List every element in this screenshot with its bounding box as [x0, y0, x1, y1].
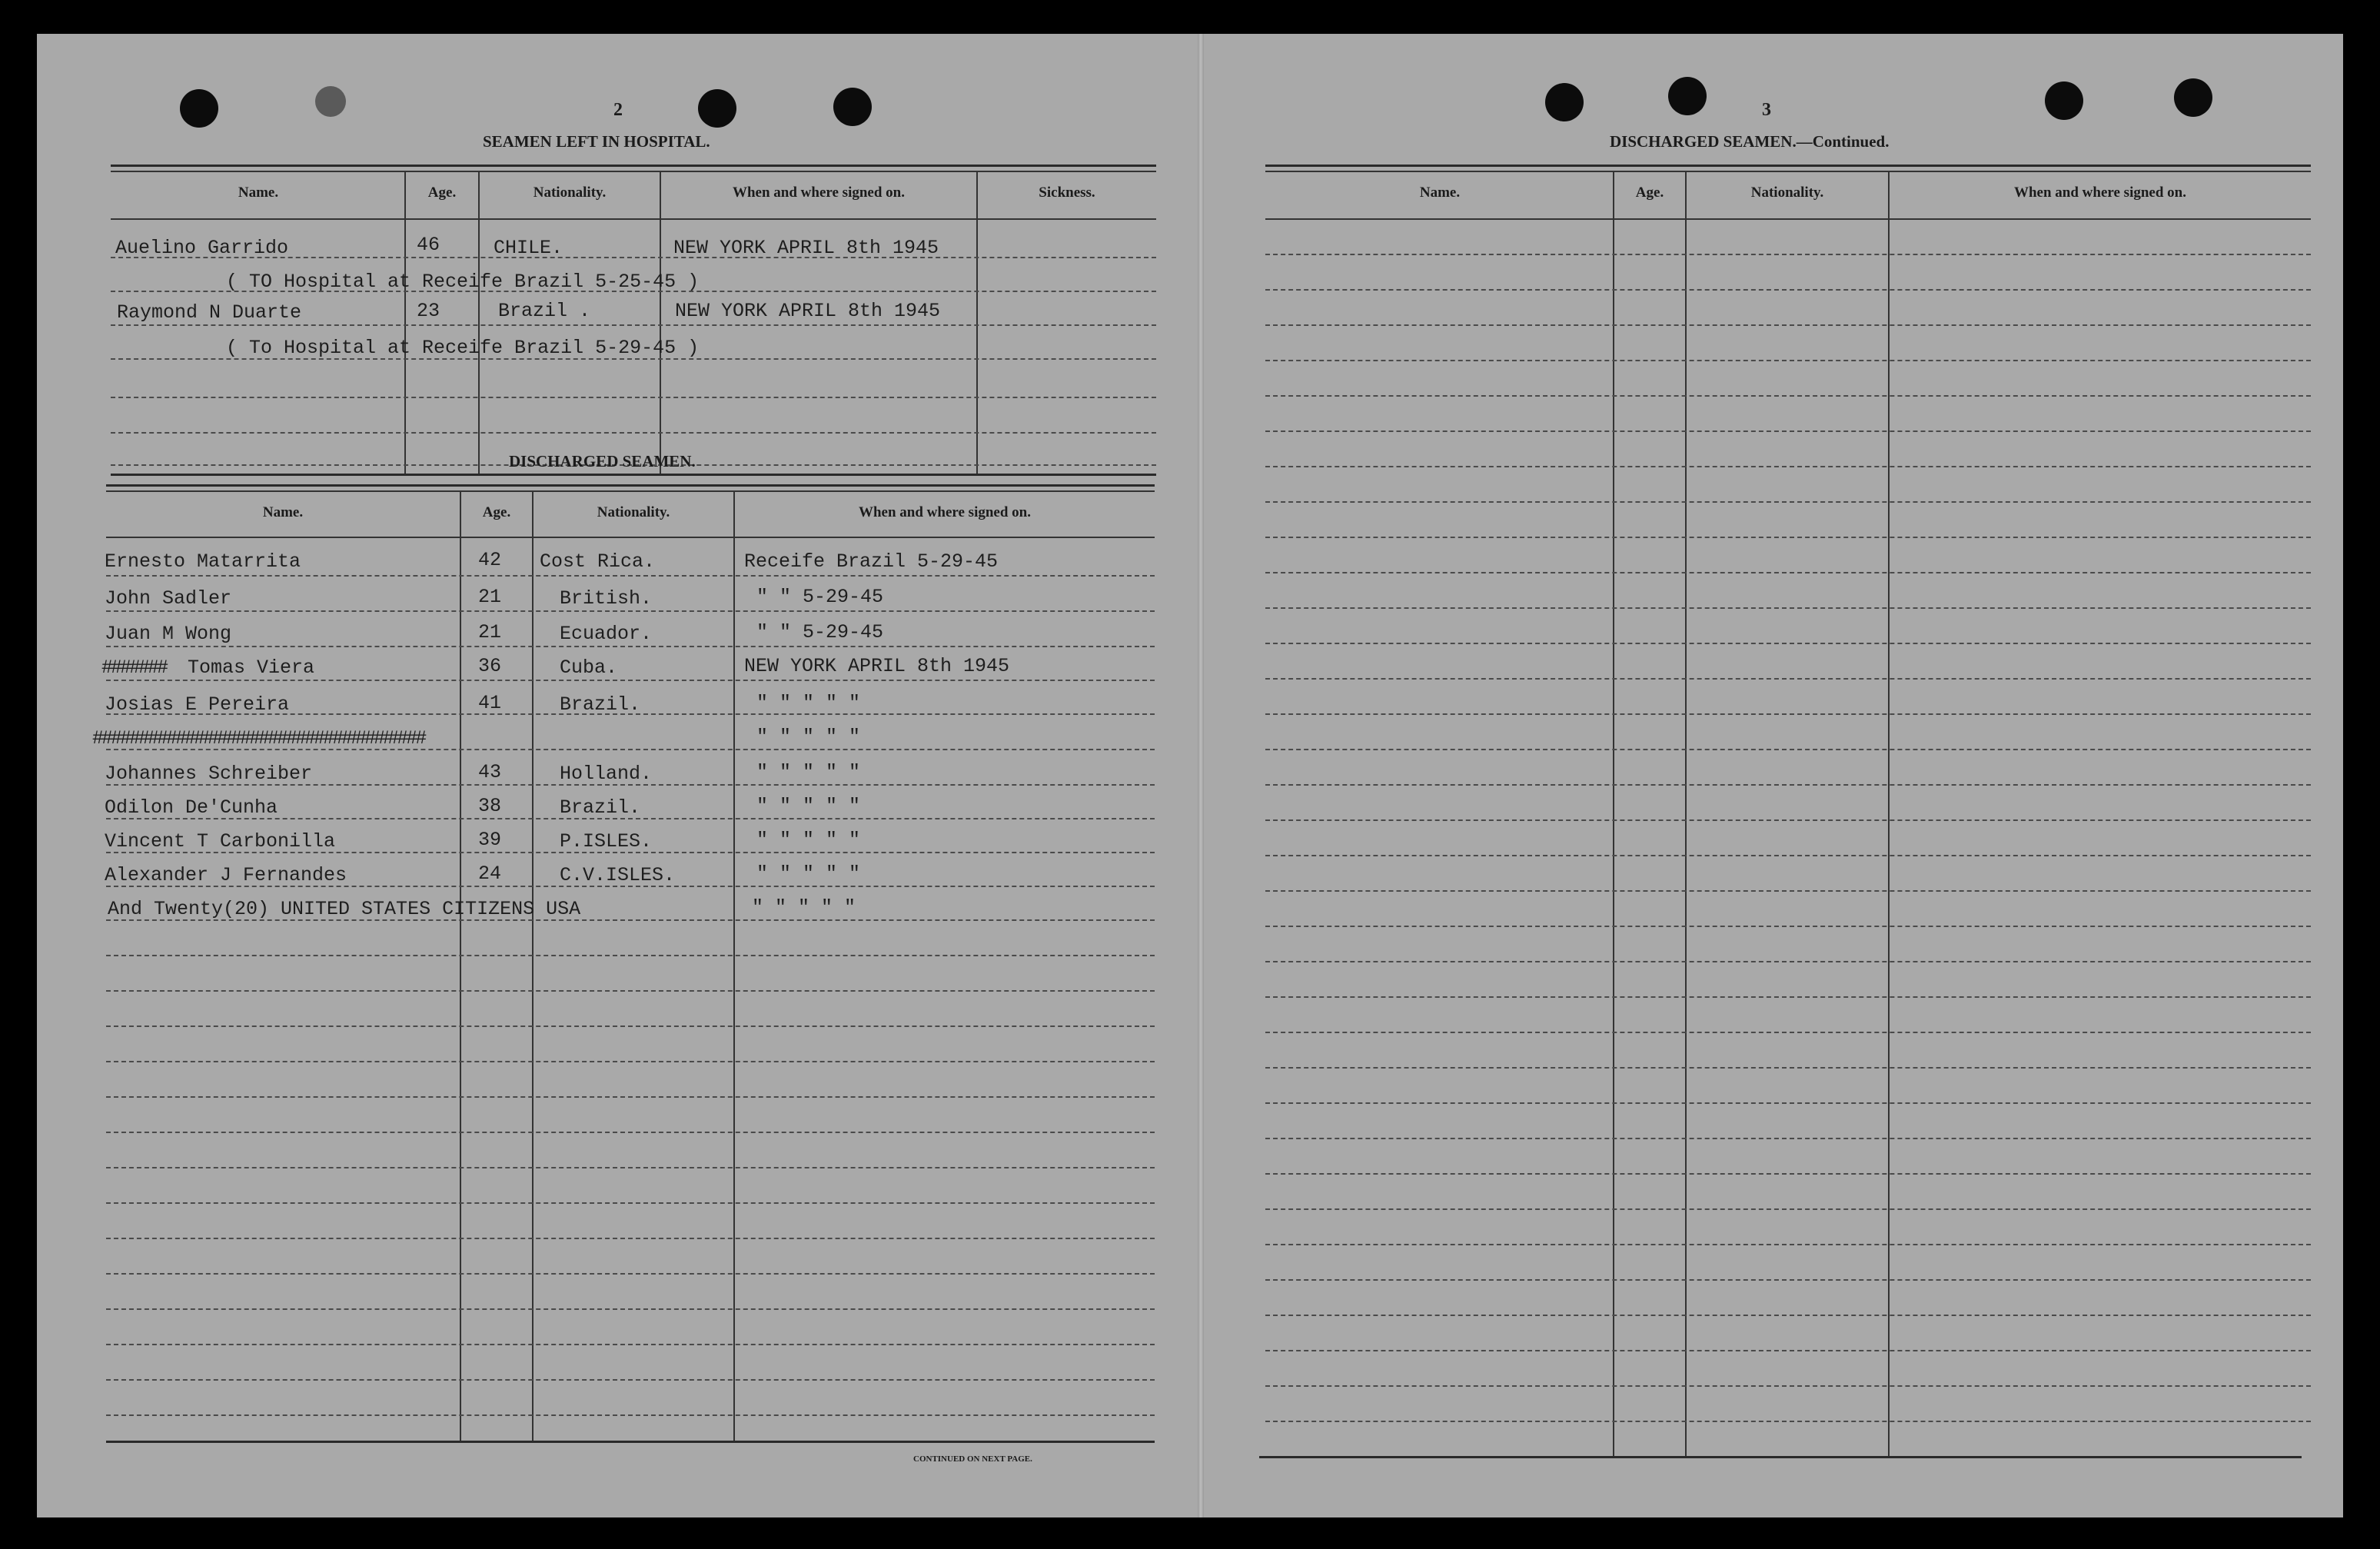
- table-row-note: ( To Hospital at Receife Brazil 5-29-45 ): [226, 337, 700, 359]
- table-row-age: 38: [478, 795, 502, 817]
- hospital-header-signed: When and where signed on.: [732, 184, 905, 201]
- punch-hole: [2045, 81, 2083, 120]
- table-row-age: 21: [478, 621, 502, 643]
- hospital-header-nationality: Nationality.: [533, 184, 607, 201]
- table-row-signed: NEW YORK APRIL 8th 1945: [673, 237, 939, 259]
- table-row-signed: " " " " ": [756, 726, 861, 748]
- table-row-signed: " " 5-29-45: [756, 586, 884, 608]
- table-row-age: 24: [478, 863, 502, 885]
- struck-out-text: #######: [101, 656, 167, 679]
- table-row-nationality: P.ISLES.: [560, 830, 653, 853]
- table-row-name: Ernesto Matarrita: [105, 550, 301, 573]
- table-row-name: Josias E Pereira: [105, 693, 290, 716]
- table-row-name: Juan M Wong: [105, 623, 232, 645]
- table-row-signed: " " " " ": [752, 896, 856, 919]
- discharged-header-signed: When and where signed on.: [858, 504, 1031, 520]
- table-row-signed: " " " " ": [756, 761, 861, 783]
- discharged-header-nationality: Nationality.: [597, 504, 670, 520]
- table-row-signed: " " " " ": [756, 863, 861, 885]
- table-row-signed: " " " " ": [756, 829, 861, 851]
- table-row-name: Vincent T Carbonilla: [105, 830, 336, 853]
- page-fold: [1198, 34, 1204, 1517]
- discharged-header-name: Name.: [262, 504, 304, 520]
- right-section-title: DISCHARGED SEAMEN.—Continued.: [1610, 132, 1890, 151]
- table-row-age: 36: [478, 655, 502, 677]
- page-number: 2: [613, 100, 623, 120]
- table-row-age: 41: [478, 692, 502, 714]
- table-row-name: John Sadler: [105, 587, 232, 610]
- table-row-name: Odilon De'Cunha: [105, 796, 278, 819]
- table-row-signed: Receife Brazil 5-29-45: [744, 550, 999, 573]
- hospital-section-title: SEAMEN LEFT IN HOSPITAL.: [483, 132, 710, 151]
- discharged-header-age: Age.: [482, 504, 511, 520]
- right-header-name: Name.: [1419, 184, 1461, 201]
- right-header-age: Age.: [1635, 184, 1664, 201]
- table-row-nationality: C.V.ISLES.: [560, 864, 676, 886]
- hospital-header-age: Age.: [427, 184, 457, 201]
- table-row-nationality: Cost Rica.: [540, 550, 656, 573]
- table-row-name: Raymond N Duarte: [117, 301, 302, 324]
- discharged-section-title: DISCHARGED SEAMEN.: [509, 452, 696, 470]
- continued-footer: CONTINUED ON NEXT PAGE.: [913, 1454, 1032, 1464]
- punch-hole: [2174, 78, 2212, 117]
- table-row-signed: " " " " ": [756, 692, 861, 714]
- table-row-nationality: British.: [560, 587, 653, 610]
- table-row-age: 42: [478, 549, 502, 571]
- punch-hole: [1668, 77, 1707, 115]
- table-row-age: 23: [417, 300, 440, 322]
- scanned-document: [37, 34, 2343, 1517]
- right-header-signed: When and where signed on.: [2013, 184, 2186, 201]
- punch-hole: [833, 88, 872, 126]
- table-row-signed: NEW YORK APRIL 8th 1945: [744, 655, 1010, 677]
- table-row-name: And Twenty(20) UNITED STATES CITIZENS USA: [108, 898, 581, 920]
- table-row-signed: " " 5-29-45: [756, 621, 884, 643]
- table-row-nationality: Brazil.: [560, 796, 641, 819]
- punch-hole: [698, 89, 736, 128]
- table-row-note: ( TO Hospital at Receife Brazil 5-25-45 ): [226, 271, 700, 293]
- struck-out-row: ####################################: [92, 727, 425, 750]
- table-row-nationality: Brazil.: [560, 693, 641, 716]
- table-row-age: 46: [417, 234, 440, 256]
- table-row-name: Tomas Viera: [188, 656, 315, 679]
- table-row-nationality: CHILE.: [494, 237, 563, 259]
- table-row-name: Alexander J Fernandes: [105, 864, 347, 886]
- table-row-signed: " " " " ": [756, 795, 861, 817]
- page-number: 3: [1762, 100, 1771, 120]
- table-row-name: Johannes Schreiber: [105, 763, 313, 785]
- hospital-header-sickness: Sickness.: [1039, 184, 1095, 201]
- table-row-nationality: Ecuador.: [560, 623, 653, 645]
- table-row-nationality: Cuba.: [560, 656, 618, 679]
- table-row-nationality: Holland.: [560, 763, 653, 785]
- table-row-age: 39: [478, 829, 502, 851]
- punch-hole: [315, 86, 346, 117]
- punch-hole: [180, 89, 218, 128]
- table-row-name: Auelino Garrido: [115, 237, 289, 259]
- table-row-age: 21: [478, 586, 502, 608]
- right-header-nationality: Nationality.: [1750, 184, 1824, 201]
- table-row-nationality: Brazil .: [498, 300, 591, 322]
- table-row-signed: NEW YORK APRIL 8th 1945: [675, 300, 941, 322]
- hospital-header-name: Name.: [238, 184, 279, 201]
- punch-hole: [1545, 83, 1584, 121]
- table-row-age: 43: [478, 761, 502, 783]
